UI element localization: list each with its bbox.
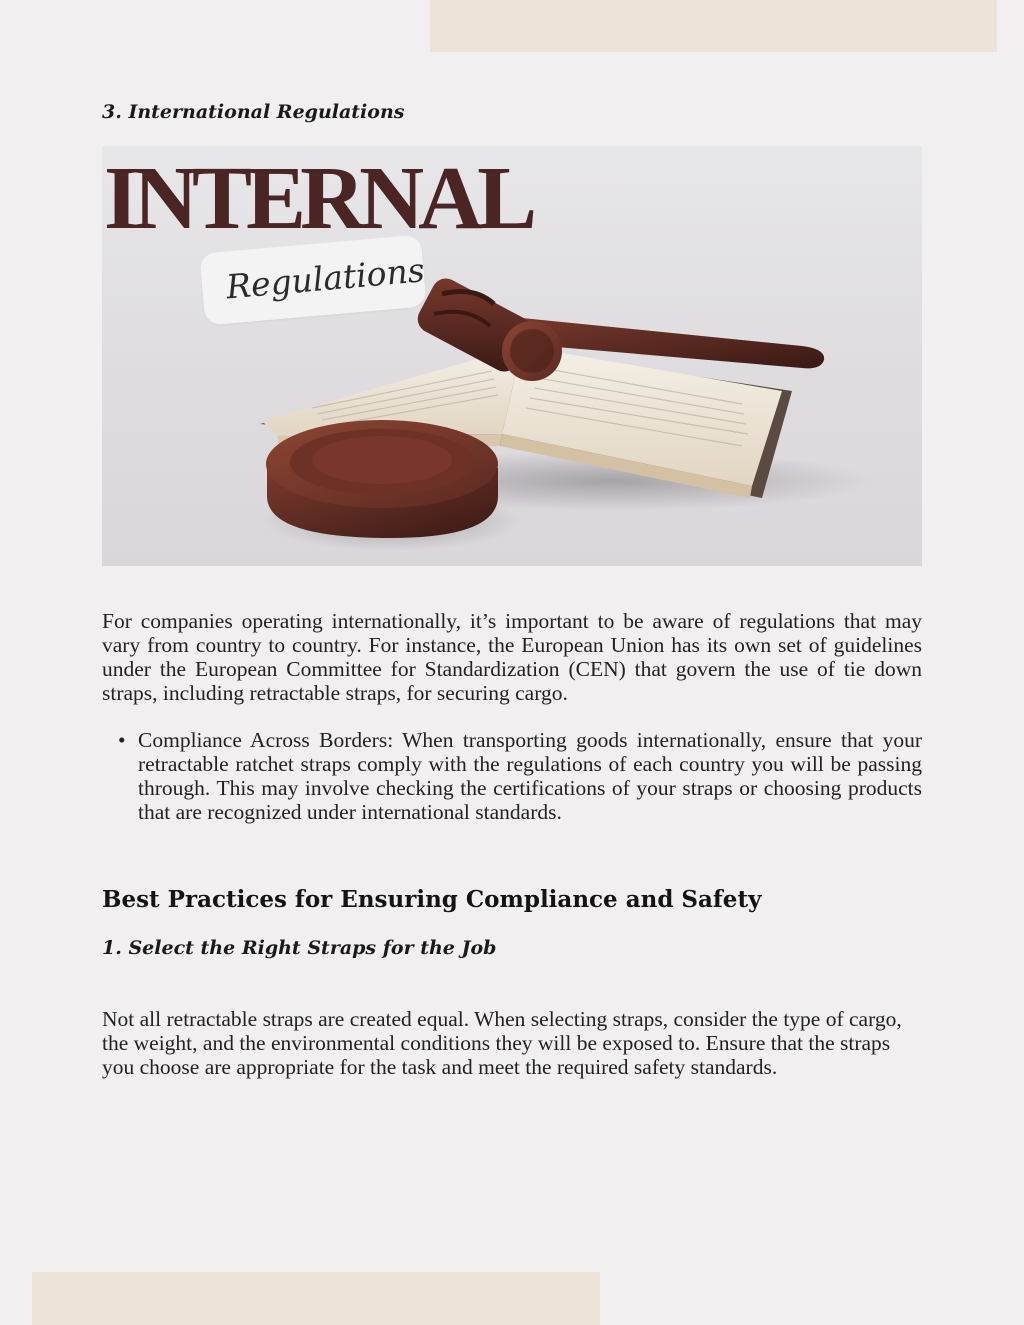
- section-heading: 3. International Regulations: [102, 101, 405, 123]
- best-practices-subheading: 1. Select the Right Straps for the Job: [102, 937, 497, 959]
- decorative-band-top: [430, 0, 997, 52]
- intro-paragraph: For companies operating internationally, it’s important to be aware of regulations that may vary from country to country. For instance, the European Union has its own set of guidelines under the European Committee for Standardization (CEN) that govern the use of tie down straps, including retractable straps, for securing cargo.: [102, 609, 922, 705]
- hero-image: [102, 146, 922, 566]
- decorative-band-bottom: [32, 1272, 600, 1325]
- bullet-list: [118, 728, 922, 824]
- bullet-text: Compliance Across Borders: When transporting goods internationally, ensure that your retractable ratchet straps comply with the regulations of each country you will be passing through. This may involve checking the certifications of your straps or choosing products that are recognized under international standards.: [138, 728, 922, 824]
- bullet-marker: •: [118, 728, 126, 752]
- hero-subtitle: Regulations: [224, 250, 427, 307]
- best-practices-paragraph: Not all retractable straps are created equal. When selecting straps, consider the type of cargo, the weight, and the environmental conditions they will be exposed to. Ensure that the straps you choose are appropriate for the task and meet the required safety standards.: [102, 1007, 902, 1079]
- best-practices-heading: Best Practices for Ensuring Compliance and Safety: [102, 886, 762, 913]
- list-item: [118, 728, 922, 824]
- hero-title: INTERNAL: [104, 149, 532, 248]
